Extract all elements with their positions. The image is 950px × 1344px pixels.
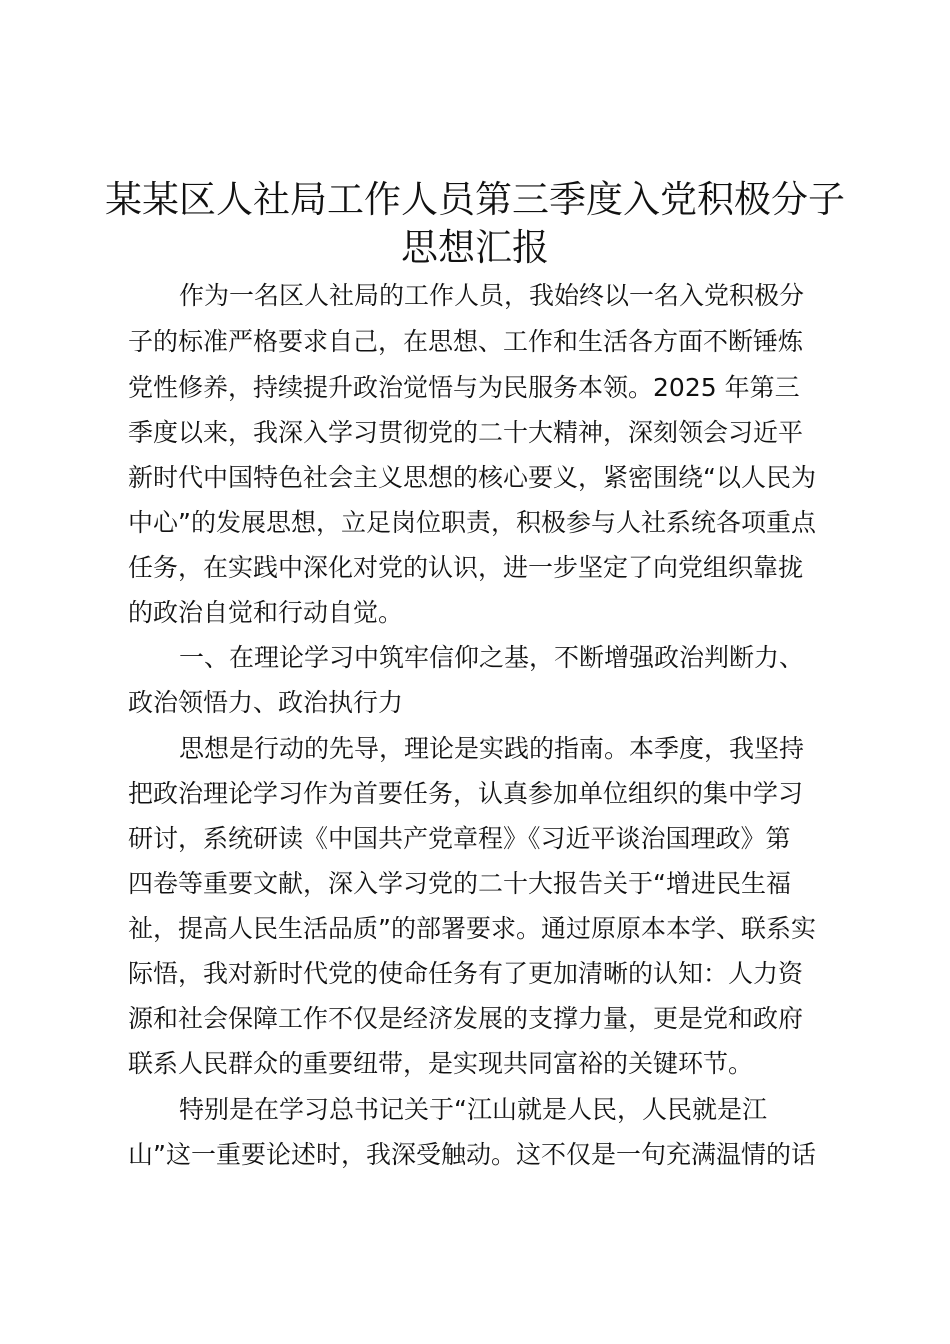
paragraph-line: 中心”的发展思想，立足岗位职责，积极参与人社系统各项重点: [128, 508, 816, 537]
paragraph-line: 研讨，系统研读《中国共产党章程》《习近平谈治国理政》第: [128, 824, 791, 853]
paragraph-line: 党性修养，持续提升政治觉悟与为民服务本领。2025 年第三: [128, 373, 800, 402]
paragraph-line: 把政治理论学习作为首要任务，认真参加单位组织的集中学习: [128, 779, 804, 808]
paragraph-line: 源和社会保障工作不仅是经济发展的支撑力量，更是党和政府: [128, 1004, 804, 1033]
paragraph-line: 联系人民群众的重要纽带，是实现共同富裕的关键环节。: [128, 1049, 754, 1078]
document-title-line-1: 某某区人社局工作人员第三季度入党积极分子: [105, 178, 845, 221]
paragraph-line: 特别是在学习总书记关于“江山就是人民，人民就是江: [179, 1095, 767, 1124]
paragraph-line: 季度以来，我深入学习贯彻党的二十大精神，深刻领会习近平: [128, 418, 804, 447]
paragraph-line: 子的标准严格要求自己，在思想、工作和生活各方面不断锤炼: [128, 327, 804, 356]
paragraph-line: 祉，提高人民生活品质”的部署要求。通过原原本本学、联系实: [128, 914, 816, 943]
paragraph-line: 际悟，我对新时代党的使命任务有了更加清晰的认知：人力资: [128, 959, 804, 988]
paragraph-line: 思想是行动的先导，理论是实践的指南。本季度，我坚持: [179, 734, 805, 763]
document-title-line-2: 思想汇报: [401, 226, 549, 269]
section-heading-line: 政治领悟力、政治执行力: [128, 688, 404, 717]
paragraph-line: 作为一名区人社局的工作人员，我始终以一名入党积极分: [179, 281, 805, 310]
paragraph-line: 任务，在实践中深化对党的认识，进一步坚定了向党组织靠拢: [128, 553, 804, 582]
section-heading-line: 一、在理论学习中筑牢信仰之基，不断增强政治判断力、: [179, 643, 805, 672]
paragraph-line: 新时代中国特色社会主义思想的核心要义，紧密围绕“以人民为: [128, 463, 816, 492]
paragraph-line: 四卷等重要文献，深入学习党的二十大报告关于“增进民生福: [128, 869, 791, 898]
paragraph-line: 山”这一重要论述时，我深受触动。这不仅是一句充满温情的话: [128, 1140, 816, 1169]
paragraph-line: 的政治自觉和行动自觉。: [128, 598, 404, 627]
